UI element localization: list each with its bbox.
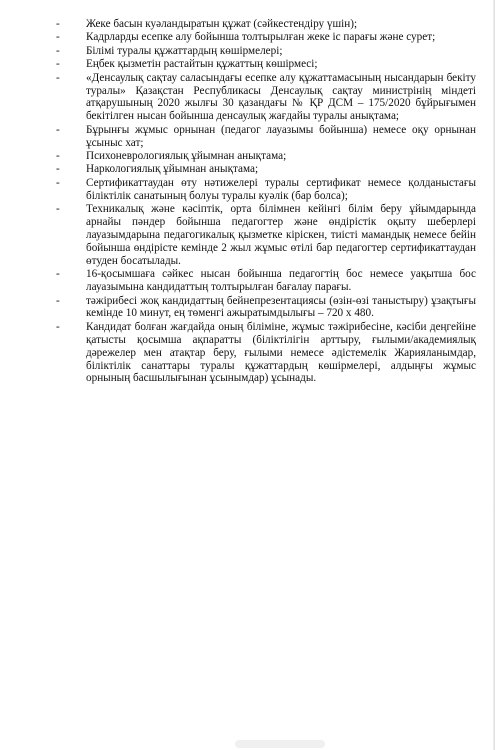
bullet-dash: - [56,320,60,333]
list-item [56,268,476,294]
list-item-text: 16-қосымшаға сәйкес нысан бойынша педагогтің бос немесе уақытша бос лауазымына кандидаттың толтырылған бағалау парағы. [86,268,476,294]
bullet-dash: - [56,203,60,216]
list-item [56,150,476,163]
list-item [56,31,476,44]
list-item-text: Кадрларды есепке алу бойынша толтырылған жеке іс парағы және сурет; [86,31,436,44]
bullet-dash: - [56,268,60,281]
list-item [56,58,476,71]
bullet-dash: - [56,150,60,163]
list-item-text: Бұрынғы жұмыс орнынан (педагог лауазымы бойынша) немесе оқу орнынан ұсыныс хат; [86,123,476,149]
list-item-text: Білімі туралы құжаттардың көшірмелері; [86,44,283,57]
list-item [56,203,476,268]
bullet-dash: - [56,31,60,44]
list-item [56,163,476,176]
list-item-text: Жеке басын куәландыратын құжат (сәйкестендіру үшін); [86,18,358,30]
list-item-text: Сертификаттаудан өту нәтижелері туралы сертификат немесе қолданыстағы біліктілік санатының болуы туралы куәлік (бар болса); [86,176,476,202]
list-item [56,72,476,124]
list-item-text: «Денсаулық сақтау саласындағы есепке алу құжаттамасының нысандарын бекіту туралы» Қазақстан Республикасы Денсаулық сақтау министрінің міндеті атқарушының 2020 жылғы 30 қазандағы № ҚР ДСМ – 175/2020 бұйрығымен бекітілген нысан бойынша денсаулық жағдайы туралы анықтама; [86,71,476,123]
list-item-text: Техникалық және кәсіптік, орта білімнен кейінгі білім беру ұйымдарында арнайы пәндер бойынша педагогтер және өндірістік оқыту шеберлері лауазымдарына педагогикалық қызметке кіріскен, тиісті мамандық немесе бейін бойынша өндірісте кемінде 2 жыл жұмыс өтілі бар педагогтер сертификаттаудан өтуден босатылады. [86,203,476,267]
list-item [56,177,476,203]
bullet-dash: - [56,294,60,307]
list-item-text: Кандидат болған жағдайда оның біліміне, жұмыс тәжірибесіне, кәсіби деңгейіне қатысты қосымша ақпаратты (біліктілігін арттыру, ғылыми/академиялық дәрежелер мен атақтар беру, ғылыми немесе әдістемелік Жарияланымдар, біліктілік санаттары туралы құжаттардың көшірмелері, алдыңғы жұмыс орнының басшылығынан ұсынымдар) ұсынады. [86,320,476,385]
bullet-dash: - [56,176,60,189]
bullet-dash: - [56,71,60,84]
list-item-text: Психоневрологиялық ұйымнан анықтама; [86,150,287,163]
list-item [56,295,476,321]
bullet-dash: - [56,44,60,57]
list-item [56,124,476,150]
bullet-dash: - [56,18,60,30]
bullet-dash: - [56,58,60,71]
list-item-text: Наркологиялық ұйымнан анықтама; [86,163,259,176]
list-item-text: Еңбек қызметін растайтын құжаттың көшірмесі; [86,58,318,71]
list-item [56,18,476,31]
bullet-dash: - [56,123,60,136]
scan-smudge [235,740,325,748]
list-item-text: тәжірибесі жоқ кандидаттың бейнепрезентациясы (өзін-өзі таныстыру) ұзақтығы кемінде 10 минут, ең төменгі ажыратымдылығы – 720 x 480. [86,294,476,320]
required-documents-list [56,18,476,386]
bullet-dash: - [56,163,60,176]
list-item [56,45,476,58]
list-item [56,321,476,386]
